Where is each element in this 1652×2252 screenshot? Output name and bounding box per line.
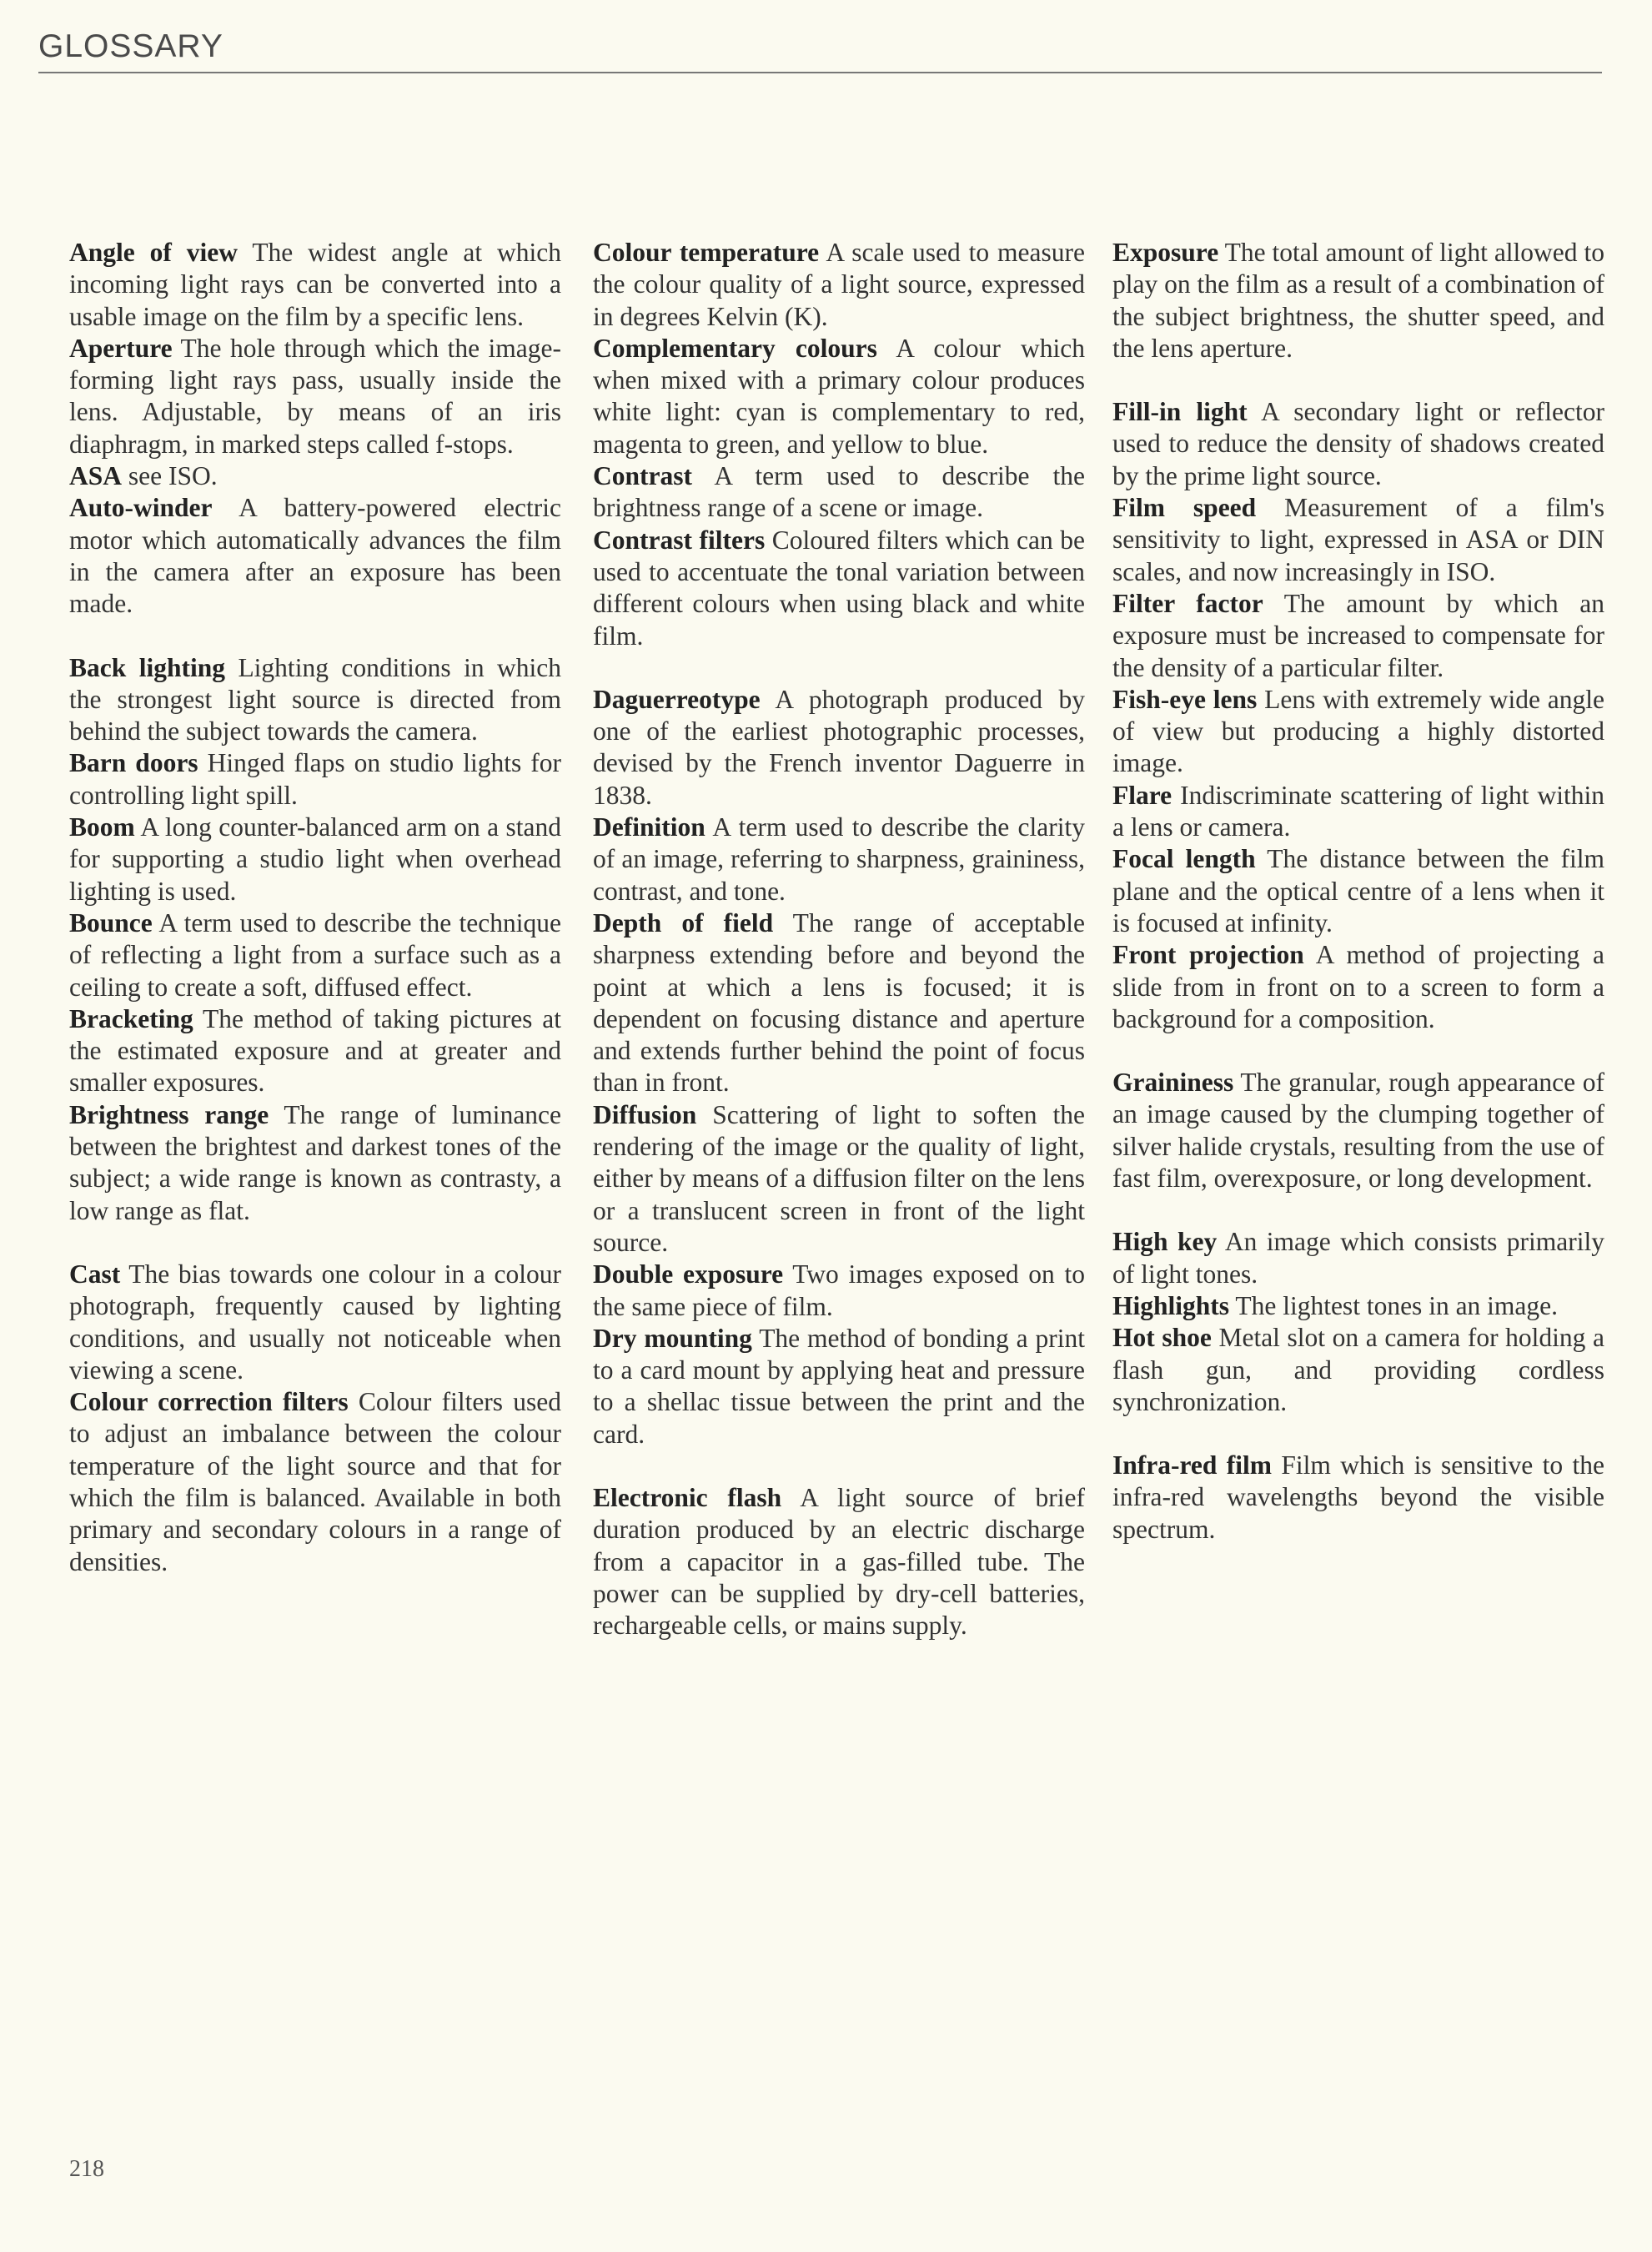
- glossary-entry: [69, 460, 561, 492]
- glossary-term: Diffusion: [593, 1099, 697, 1129]
- glossary-definition: Two images exposed on to the same piece of film.: [593, 1259, 1085, 1321]
- glossary-entry: [1112, 1450, 1604, 1546]
- glossary-term: Bracketing: [69, 1003, 193, 1033]
- glossary-definition: The method of taking pictures at the estimated exposure and at greater and smaller exposures.: [69, 1003, 561, 1098]
- glossary-term: Definition: [593, 812, 705, 842]
- glossary-entry: [1112, 1226, 1604, 1290]
- glossary-entry: [1112, 396, 1604, 492]
- glossary-term: Colour correction filters: [69, 1387, 349, 1417]
- glossary-definition: A photograph produced by one of the earliest photographic processes, devised by the French inventor Daguerre in 1838.: [593, 684, 1085, 810]
- glossary-term: Exposure: [1112, 238, 1219, 267]
- glossary-entry: [1112, 1067, 1604, 1194]
- glossary-entry: [69, 237, 561, 333]
- glossary-term: Depth of field: [593, 907, 774, 937]
- glossary-definition: The widest angle at which incoming light rays can be converted into a usable image on the film by a specific lens.: [69, 238, 561, 331]
- glossary-term: Brightness range: [69, 1099, 269, 1129]
- glossary-term: Barn doors: [69, 748, 198, 778]
- glossary-entry: [1112, 780, 1604, 844]
- glossary-entry: [1112, 237, 1604, 364]
- glossary-definition: Lighting conditions in which the strongest light source is directed from behind the subject towards the camera.: [69, 652, 561, 746]
- glossary-definition: The granular, rough appearance of an image caused by the clumping together of silver halide crystals, resulting from the use of fast film, overexposure, or long development.: [1112, 1068, 1604, 1194]
- glossary-definition: Colour filters used to adjust an imbalance between the colour temperature of the light source and that for which the film is balanced. Available in both primary and secondary colours in a range of densities.: [69, 1387, 562, 1576]
- glossary-definition: A term used to describe the brightness range of a scene or image.: [593, 461, 1085, 523]
- glossary-term: Focal length: [1112, 844, 1256, 874]
- glossary-definition: A colour which when mixed with a primary colour produces white light: cyan is complementary to red, magenta to green, and yellow to blue.: [593, 333, 1085, 459]
- glossary-definition: Indiscriminate scattering of light within a lens or camera.: [1112, 780, 1604, 842]
- glossary-term: ASA: [69, 461, 123, 491]
- page-header-title: GLOSSARY: [38, 28, 223, 64]
- glossary-term: Contrast: [593, 461, 692, 491]
- glossary-entry: [593, 460, 1085, 525]
- glossary-definition: The range of luminance between the brightest and darkest tones of the subject; a wide range is known as contrasty, a low range as flat.: [69, 1099, 562, 1225]
- glossary-entry: [69, 333, 561, 460]
- glossary-term: Highlights: [1112, 1290, 1230, 1320]
- glossary-definition: The lightest tones in an image.: [1229, 1290, 1559, 1320]
- glossary-entry: [69, 1099, 561, 1227]
- glossary-definition: A term used to describe the technique of reflecting a light from a surface such as a ceiling to create a soft, diffused effect.: [69, 907, 561, 1002]
- glossary-definition: Metal slot on a camera for holding a flash gun, and providing cordless synchronization.: [1112, 1323, 1604, 1416]
- glossary-entry: [69, 1386, 561, 1578]
- glossary-term: Graininess: [1112, 1068, 1234, 1098]
- glossary-entry: [69, 492, 561, 620]
- glossary-entry: [593, 1482, 1085, 1641]
- glossary-entry: [593, 1259, 1085, 1323]
- glossary-definition: The amount by which an exposure must be increased to compensate for the density of a particular filter.: [1112, 588, 1604, 682]
- glossary-entry: [69, 907, 561, 1003]
- glossary-definition: A scale used to measure the colour quality of a light source, expressed in degrees Kelvin (K).: [593, 238, 1085, 331]
- glossary-definition: The range of acceptable sharpness extending before and beyond the point at which a lens is focused; it is dependent on focusing distance and aperture and extends further behind the point of focus than in front.: [593, 907, 1085, 1098]
- glossary-term: Front projection: [1112, 940, 1304, 970]
- glossary-entry: [1112, 843, 1604, 939]
- glossary-entry: [69, 812, 561, 907]
- glossary-term: Flare: [1112, 780, 1172, 810]
- header-divider: [38, 72, 1602, 73]
- glossary-definition: The bias towards one colour in a colour photograph, frequently caused by lighting conditions, and usually not noticeable when viewing a scene.: [69, 1259, 561, 1385]
- glossary-term: Boom: [69, 812, 135, 842]
- glossary-term: Infra-red film: [1112, 1450, 1273, 1480]
- glossary-definition: The total amount of light allowed to play on the film as a result of a combination of the subject brightness, the shutter speed, and the lens aperture.: [1112, 238, 1604, 363]
- glossary-term: Auto-winder: [69, 493, 213, 523]
- glossary-term: Film speed: [1112, 493, 1257, 523]
- glossary-definition: Measurement of a film's sensitivity to light, expressed in ASA or DIN scales, and now increasingly in ISO.: [1112, 493, 1604, 586]
- glossary-term: Double exposure: [593, 1259, 784, 1289]
- glossary-term: Aperture: [69, 333, 173, 363]
- glossary-definition: Coloured filters which can be used to accentuate the tonal variation between different colours when using black and white film.: [593, 525, 1085, 651]
- glossary-definition: Film which is sensitive to the infra-red wavelengths beyond the visible spectrum.: [1112, 1450, 1604, 1544]
- glossary-entry: [593, 1323, 1085, 1450]
- glossary-definition: A secondary light or reflector used to reduce the density of shadows created by the prime light source.: [1112, 397, 1604, 490]
- glossary-term: Cast: [69, 1259, 121, 1289]
- glossary-term: Bounce: [69, 907, 153, 937]
- glossary-entry: [1112, 492, 1604, 588]
- glossary-definition: A term used to describe the clarity of an image, referring to sharpness, graininess, contrast, and tone.: [593, 812, 1085, 906]
- glossary-term: Angle of view: [69, 238, 238, 267]
- glossary-term: Colour temperature: [593, 238, 820, 267]
- glossary-entry: [593, 237, 1085, 333]
- glossary-column-1: [69, 237, 561, 1578]
- glossary-column-2: [593, 237, 1085, 1641]
- glossary-entry: [593, 525, 1085, 652]
- glossary-definition: An image which consists primarily of light tones.: [1112, 1227, 1604, 1289]
- glossary-entry: [1112, 684, 1604, 780]
- glossary-definition: A battery-powered electric motor which automatically advances the film in the camera after an exposure has been made.: [69, 493, 561, 619]
- glossary-definition: Lens with extremely wide angle of view but producing a highly distorted image.: [1112, 684, 1605, 778]
- glossary-definition: The distance between the film plane and the optical centre of a lens when it is focused at infinity.: [1112, 844, 1604, 937]
- glossary-term: Dry mounting: [593, 1323, 752, 1353]
- glossary-entry: [69, 1003, 561, 1099]
- glossary-definition: A long counter-balanced arm on a stand for supporting a studio light when overhead lighting is used.: [69, 812, 561, 906]
- glossary-entry: [1112, 939, 1604, 1035]
- glossary-term: Hot shoe: [1112, 1323, 1212, 1353]
- glossary-entry: [69, 652, 561, 748]
- glossary-term: Fill-in light: [1112, 397, 1248, 427]
- glossary-entry: [1112, 1290, 1604, 1322]
- glossary-term: Back lighting: [69, 652, 225, 682]
- glossary-definition: A light source of brief duration produced by an electric discharge from a capacitor in a gas-filled tube. The power can be supplied by dry-cell batteries, rechargeable cells, or mains supply.: [593, 1482, 1085, 1641]
- glossary-term: Contrast filters: [593, 525, 766, 555]
- glossary-term: Filter factor: [1112, 588, 1263, 618]
- glossary-entry: [1112, 1322, 1604, 1418]
- glossary-definition: Scattering of light to soften the rendering of the image or the quality of light, either by means of a diffusion filter on the lens or a translucent screen in front of the light source.: [593, 1099, 1085, 1257]
- glossary-definition: A method of projecting a slide from in front on to a screen to form a background for a composition.: [1112, 940, 1604, 1033]
- glossary-definition: The hole through which the image-forming light rays pass, usually inside the lens. Adjustable, by means of an iris diaphragm, in marked steps called f-stops.: [69, 333, 561, 459]
- glossary-definition: Hinged flaps on studio lights for controlling light spill.: [69, 748, 561, 810]
- glossary-term: Daguerreotype: [593, 684, 761, 714]
- glossary-definition: The method of bonding a print to a card mount by applying heat and pressure to a shellac tissue between the print and the card.: [593, 1323, 1085, 1449]
- glossary-entry: [593, 684, 1085, 812]
- glossary-entry: [593, 812, 1085, 907]
- glossary-entry: [593, 907, 1085, 1099]
- glossary-entry: [69, 747, 561, 812]
- glossary-term: Fish-eye lens: [1112, 684, 1258, 714]
- glossary-term: Electronic flash: [593, 1482, 782, 1512]
- glossary-entry: [1112, 588, 1604, 684]
- glossary-entry: [593, 1099, 1085, 1259]
- glossary-term: Complementary colours: [593, 333, 877, 363]
- glossary-definition: see ISO.: [122, 461, 218, 491]
- glossary-entry: [593, 333, 1085, 460]
- glossary-entry: [69, 1259, 561, 1386]
- page-number: 218: [69, 2156, 104, 2182]
- glossary-term: High key: [1112, 1227, 1218, 1257]
- glossary-column-3: [1112, 237, 1604, 1546]
